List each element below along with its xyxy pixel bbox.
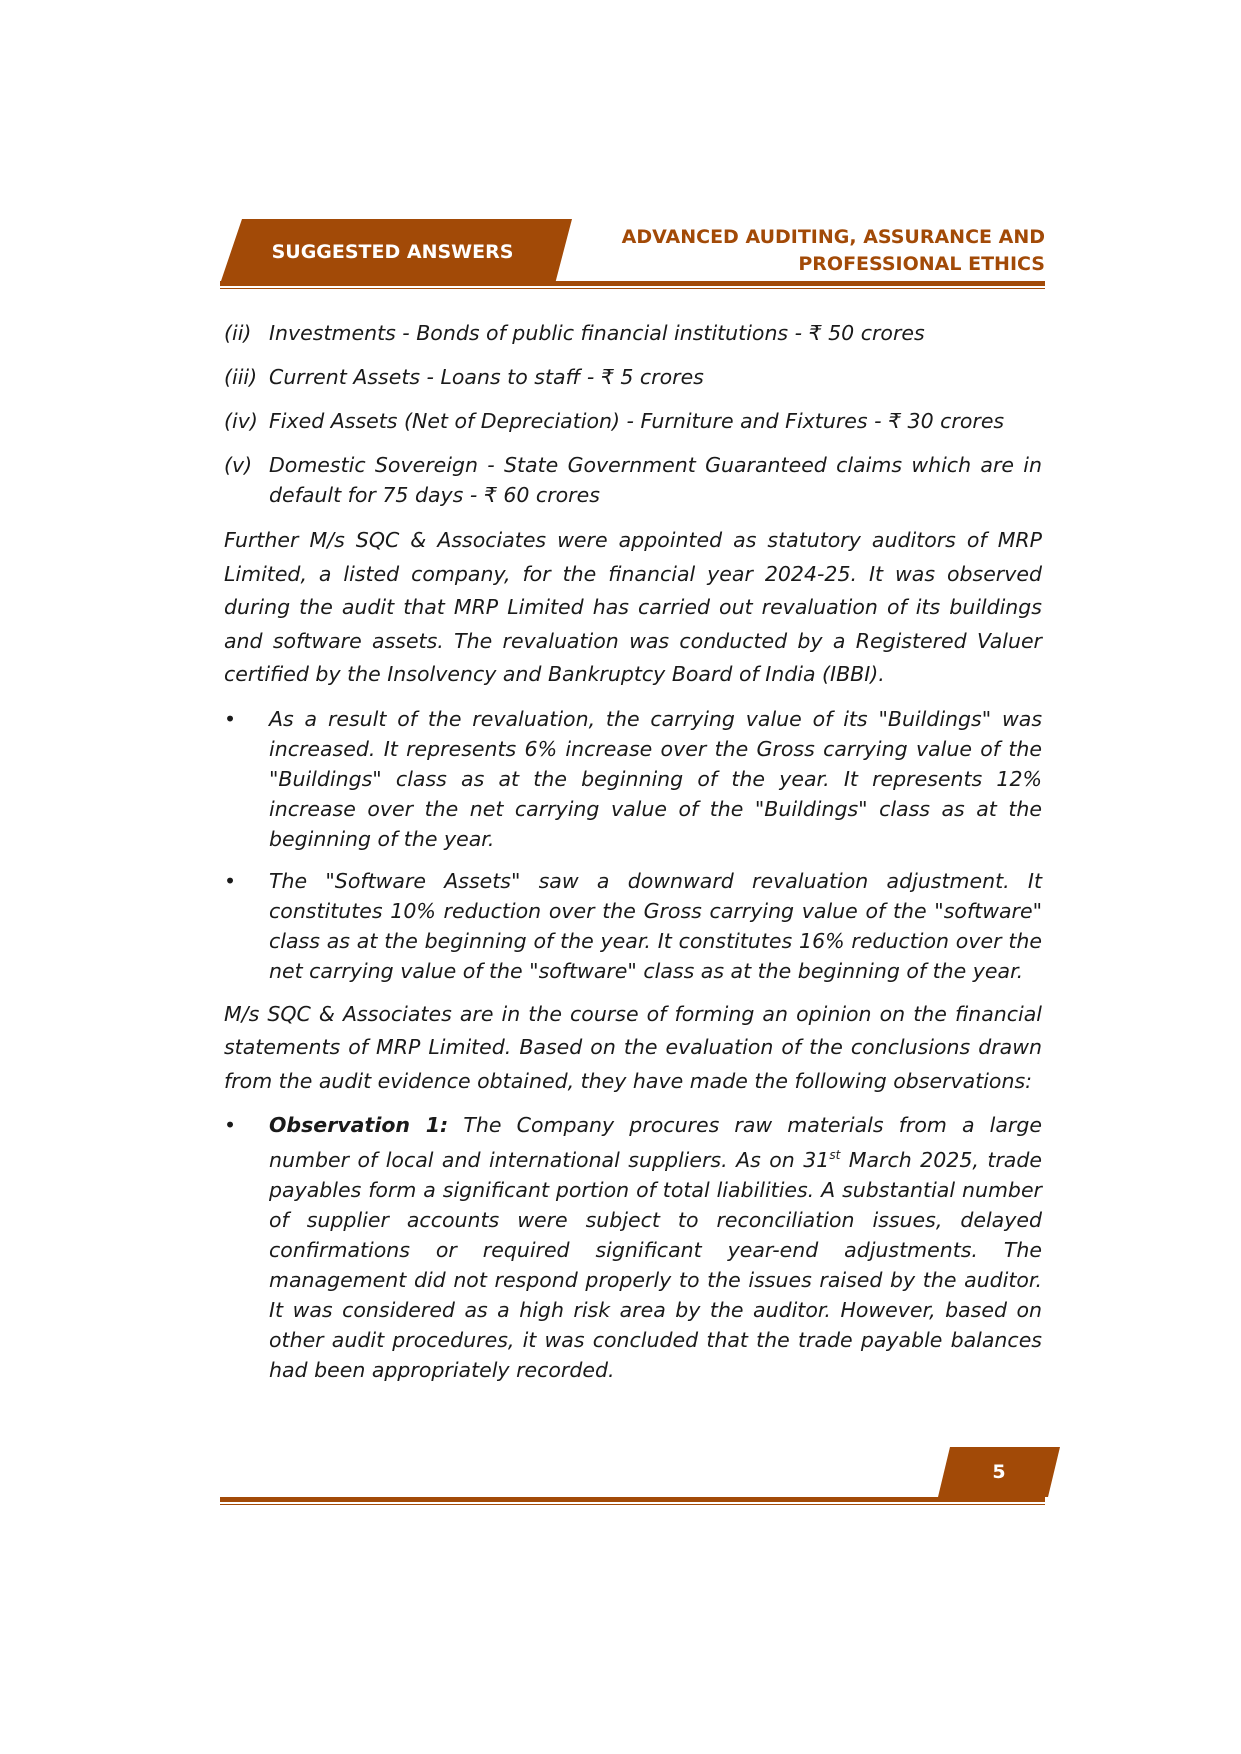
list-item xyxy=(224,406,1042,436)
section-label: SUGGESTED ANSWERS xyxy=(271,240,514,263)
bullet-text: As a result of the revaluation, the carrying value of its "Buildings" was increased. It represents 6% increase over the Gross carrying value of the "Buildings" class as at the beginning of the year. It represents 12% increase over the net carrying value of the "Buildings" class as at the beginning of the year. xyxy=(269,706,1042,851)
list-item-number: (v) xyxy=(224,453,253,477)
page-number-tab xyxy=(938,1447,1060,1501)
observation-text-part-1: The Company procures raw materials from a large number of local and international suppliers. As on 31 xyxy=(269,1113,1042,1172)
bullet-icon: • xyxy=(224,868,237,893)
bullet-item-software xyxy=(224,866,1042,986)
list-item-number: (iii) xyxy=(224,365,258,389)
list-item xyxy=(224,450,1042,510)
observation-label: Observation 1: xyxy=(269,1113,449,1137)
footer-rule-thin xyxy=(220,1504,1045,1505)
header-rule xyxy=(220,281,1045,286)
list-item xyxy=(224,362,1042,392)
bullet-icon: • xyxy=(224,1113,237,1137)
list-item xyxy=(224,318,1042,348)
list-item-text: Current Assets - Loans to staff - ₹ 5 crores xyxy=(269,365,704,389)
list-item-text: Domestic Sovereign - State Government Guaranteed claims which are in default for 75 days - ₹ 60 crores xyxy=(269,453,1042,507)
bullet-item-buildings xyxy=(224,704,1042,854)
observation-text xyxy=(269,1110,1042,1385)
list-item-number: (ii) xyxy=(224,321,252,345)
bullet-item-observation-1 xyxy=(224,1110,1042,1385)
list-item-number: (iv) xyxy=(224,409,258,433)
bullet-icon: • xyxy=(224,706,237,731)
paragraph-revaluation: Further M/s SQC & Associates were appointed as statutory auditors of MRP Limited, a listed company, for the financial year 2024-25. It was observed during the audit that MRP Limited has carried out revaluation of its buildings and software assets. The revaluation was conducted by a Registered Valuer certified by the Insolvency and Bankruptcy Board of India (IBBI). xyxy=(224,528,1042,686)
paragraph-opinion: M/s SQC & Associates are in the course of forming an opinion on the financial statements of MRP Limited. Based on the evaluation of the conclusions drawn from the audit evidence obtained, they have made the following observations: xyxy=(224,1001,1042,1093)
header-section-tab xyxy=(220,219,572,284)
list-item-text: Investments - Bonds of public financial institutions - ₹ 50 crores xyxy=(269,321,925,345)
page-content xyxy=(224,318,1042,1397)
observation-text-part-2: March 2025, trade payables form a significant portion of total liabilities. A substantial number of supplier accounts were subject to reconciliation issues, delayed confirmations or required significant year-end adjustments. The management did not respond properly to the issues raised by the auditor. It was considered as a high risk area by the auditor. However, based on other audit procedures, it was concluded that the trade payable balances had been appropriately recorded. xyxy=(269,1147,1042,1382)
list-item-text: Fixed Assets (Net of Depreciation) - Furniture and Fixtures - ₹ 30 crores xyxy=(269,409,1005,433)
observation-superscript: st xyxy=(829,1148,841,1162)
title-line-2: PROFESSIONAL ETHICS xyxy=(798,253,1045,275)
title-line-1: ADVANCED AUDITING, ASSURANCE AND xyxy=(621,226,1045,248)
footer-rule xyxy=(220,1497,1045,1502)
page-number: 5 xyxy=(992,1461,1006,1483)
header-rule-thin xyxy=(220,288,1045,289)
document-title xyxy=(565,224,1045,278)
bullet-text: The "Software Assets" saw a downward revaluation adjustment. It constitutes 10% reduction over the Gross carrying value of the "software" class as at the beginning of the year. It constitutes 16% reduction over the net carrying value of the "software" class as at the beginning of the year. xyxy=(269,868,1042,983)
